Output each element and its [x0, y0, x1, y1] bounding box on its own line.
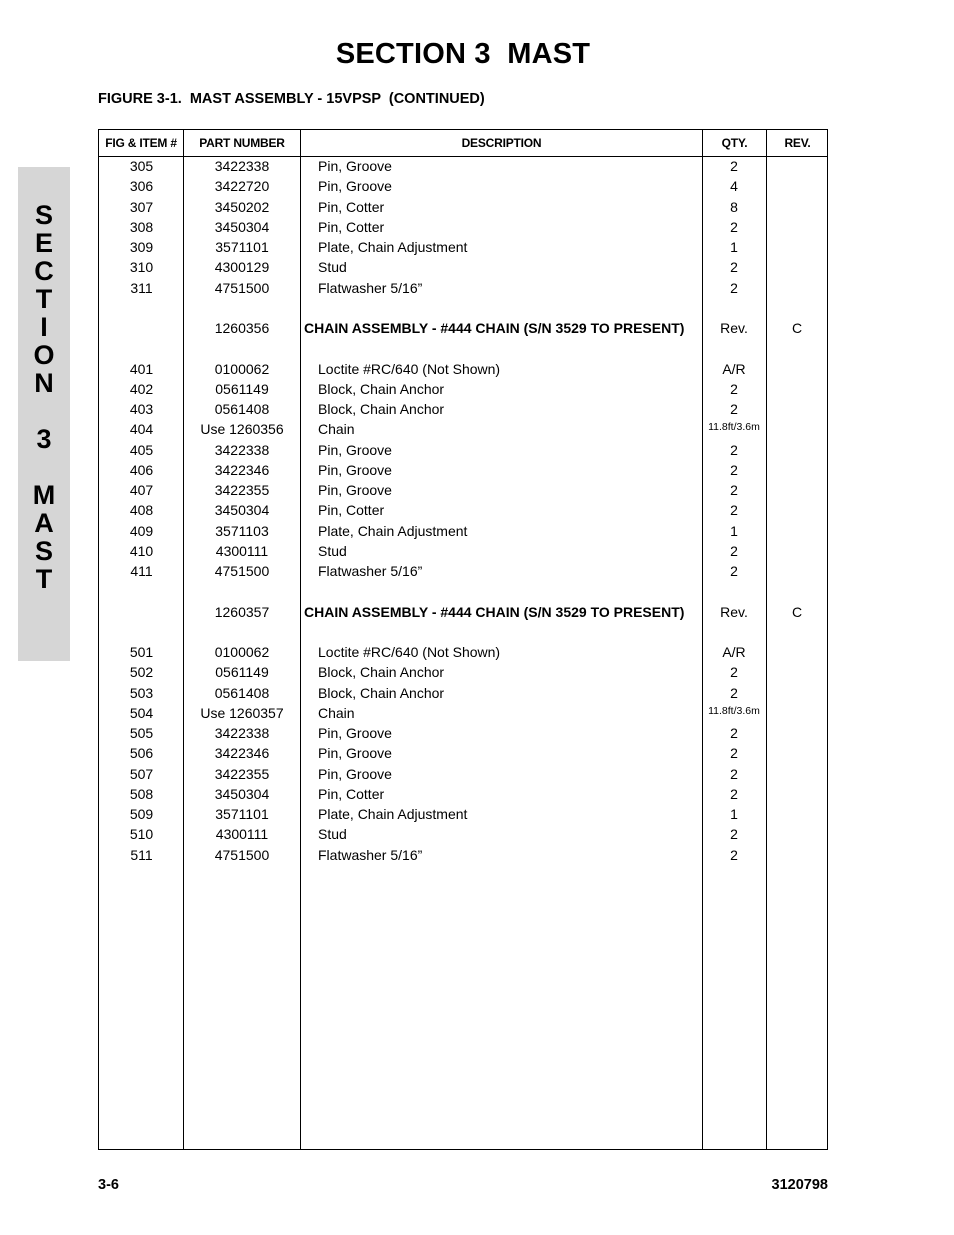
page-number: 3-6: [98, 1177, 119, 1193]
side-tab-letter: I: [40, 312, 48, 342]
side-tab-letter: 3: [36, 424, 52, 454]
fig-item-cell: 310: [129, 259, 154, 276]
description-cell: Pin, Cotter: [318, 198, 385, 215]
fig-item-cell: 305: [129, 158, 154, 174]
rev-cell: [766, 642, 828, 662]
description-cell: Plate, Chain Adjustment: [318, 806, 468, 822]
rev-cell: [766, 521, 828, 541]
part-number-cell: 3450304: [214, 502, 270, 519]
part-number-cell: 1260356: [214, 320, 270, 336]
description-cell: Pin, Groove: [318, 482, 392, 498]
rev-cell: C: [791, 320, 803, 336]
header-qty: QTY.: [721, 136, 748, 150]
rev-cell: [766, 197, 828, 217]
part-number-cell: [184, 298, 300, 318]
part-number-cell: 3450304: [214, 785, 270, 802]
description-cell: CHAIN ASSEMBLY - #444 CHAIN (S/N 3529 TO PRESENT): [304, 320, 685, 336]
part-number-cell: 0100062: [214, 360, 270, 377]
table-row: [99, 379, 827, 399]
qty-cell: 2: [730, 745, 738, 762]
rev-cell: [766, 743, 828, 763]
part-number-cell: 4300111: [215, 826, 269, 843]
fig-item-cell: 501: [129, 644, 154, 660]
part-number-cell: Use 1260356: [200, 421, 284, 438]
part-number-cell: 4751500: [214, 846, 270, 863]
table-row: [99, 419, 827, 439]
table-row: [99, 845, 827, 865]
fig-item-cell: 402: [129, 380, 154, 397]
qty-cell: 1: [730, 239, 738, 255]
rev-cell: [766, 824, 828, 844]
qty-cell: A/R: [722, 360, 746, 377]
table-row: [99, 278, 827, 298]
rev-cell: [766, 156, 828, 176]
description-cell: CHAIN ASSEMBLY - #444 CHAIN (S/N 3529 TO PRESENT): [304, 603, 685, 620]
table-row: [99, 804, 827, 824]
description-cell: Pin, Groove: [318, 158, 392, 174]
parts-table: [98, 129, 828, 1150]
rev-cell: [766, 804, 828, 824]
part-number-cell: 3422720: [214, 178, 270, 195]
fig-item-cell: 408: [129, 502, 154, 519]
section-side-tab: [18, 167, 70, 661]
part-number-cell: 3450304: [214, 218, 270, 235]
qty-cell: 2: [730, 785, 738, 802]
description-cell: Chain: [318, 704, 355, 721]
qty-cell: 2: [730, 259, 738, 276]
fig-item-cell: 503: [129, 684, 154, 701]
qty-cell: A/R: [722, 644, 746, 660]
description-cell: Pin, Groove: [318, 765, 392, 782]
table-row: [99, 541, 827, 561]
table-row: [99, 318, 827, 338]
part-number-cell: 0561149: [215, 664, 269, 681]
table-row: [99, 602, 827, 622]
qty-cell: Rev.: [720, 320, 748, 336]
description-cell: Pin, Groove: [318, 178, 392, 195]
description-cell: Chain: [318, 421, 355, 438]
part-number-cell: 3571103: [215, 522, 269, 539]
fig-item-cell: [99, 298, 184, 318]
description-cell: Stud: [318, 542, 347, 559]
description-cell: Plate, Chain Adjustment: [318, 239, 468, 255]
description-cell: Pin, Cotter: [318, 785, 385, 802]
table-row: [99, 662, 827, 682]
table-row: [99, 521, 827, 541]
table-row: [99, 217, 827, 237]
qty-cell: Rev.: [720, 603, 748, 620]
table-row: [99, 197, 827, 217]
side-tab-letter: N: [34, 368, 54, 398]
table-row: [99, 824, 827, 844]
qty-cell: 2: [730, 765, 738, 782]
qty-cell: 2: [730, 684, 738, 701]
rev-cell: [766, 359, 828, 379]
part-number-cell: 0100062: [214, 644, 270, 660]
fig-item-cell: [99, 622, 184, 642]
side-tab-letter: T: [35, 284, 53, 314]
part-number-cell: 3571101: [215, 806, 269, 822]
header-description: DESCRIPTION: [461, 136, 542, 150]
rev-cell: [766, 764, 828, 784]
rev-cell: [766, 176, 828, 196]
side-tab-letter: A: [34, 508, 54, 538]
header-part-number: PART NUMBER: [199, 136, 285, 150]
description-cell: Pin, Cotter: [318, 502, 385, 519]
table-row: [99, 561, 827, 581]
part-number-cell: 3571101: [215, 239, 269, 255]
part-number-cell: 3422355: [214, 482, 270, 498]
part-number-cell: 4751500: [214, 279, 270, 296]
fig-item-cell: 508: [129, 785, 154, 802]
part-number-cell: 4751500: [214, 563, 270, 579]
fig-item-cell: 309: [129, 239, 154, 255]
fig-item-cell: [99, 581, 184, 601]
fig-item-cell: 308: [129, 218, 154, 235]
description-cell: Pin, Groove: [318, 745, 392, 762]
fig-item-cell: [99, 602, 184, 622]
side-tab-letter: S: [34, 536, 53, 566]
table-row: [99, 764, 827, 784]
fig-item-cell: [99, 318, 184, 338]
qty-cell: [702, 298, 766, 318]
description-cell: Flatwasher 5/16”: [318, 279, 423, 296]
qty-cell: 4: [730, 178, 738, 195]
fig-item-cell: [99, 338, 184, 358]
qty-cell: 2: [730, 846, 738, 863]
rev-cell: C: [791, 603, 803, 620]
table-row: [99, 784, 827, 804]
table-row: [99, 500, 827, 520]
fig-item-cell: 510: [129, 826, 154, 843]
side-tab-letter: O: [33, 340, 55, 370]
qty-cell: 2: [730, 461, 738, 478]
fig-item-cell: 411: [130, 563, 153, 579]
table-row: [99, 581, 827, 601]
qty-cell: 2: [730, 401, 738, 417]
part-number-cell: 3422355: [214, 765, 270, 782]
table-row: [99, 359, 827, 379]
rev-cell: [766, 217, 828, 237]
qty-cell: 2: [730, 158, 738, 174]
table-row: [99, 480, 827, 500]
part-number-cell: 4300129: [214, 259, 270, 276]
fig-item-cell: 409: [129, 522, 154, 539]
rev-cell: [766, 581, 828, 601]
qty-cell: 2: [730, 542, 738, 559]
document-number: 3120798: [771, 1177, 828, 1193]
fig-item-cell: 410: [129, 542, 154, 559]
rev-cell: [766, 480, 828, 500]
page-title: SECTION 3 MAST: [335, 38, 591, 70]
fig-item-cell: 504: [129, 704, 154, 721]
description-cell: Stud: [318, 259, 347, 276]
table-row: [99, 460, 827, 480]
description-cell: [318, 622, 702, 642]
part-number-cell: Use 1260357: [200, 704, 284, 721]
rev-cell: [766, 399, 828, 419]
side-tab-letter: C: [34, 256, 54, 286]
table-row: [99, 723, 827, 743]
part-number-cell: [184, 581, 300, 601]
fig-item-cell: 507: [129, 765, 154, 782]
qty-cell: 2: [730, 725, 738, 741]
qty-cell: 11.8ft/3.6m: [708, 704, 760, 717]
description-cell: Block, Chain Anchor: [318, 380, 445, 397]
rev-cell: [766, 419, 828, 439]
description-cell: Pin, Groove: [318, 441, 392, 458]
rev-cell: [766, 683, 828, 703]
fig-item-cell: 307: [129, 198, 154, 215]
description-cell: Stud: [318, 826, 347, 843]
fig-item-cell: 509: [129, 806, 154, 822]
rev-cell: [766, 460, 828, 480]
qty-cell: 2: [730, 664, 738, 681]
table-row: [99, 257, 827, 277]
description-cell: Block, Chain Anchor: [318, 401, 445, 417]
description-cell: Block, Chain Anchor: [318, 664, 445, 681]
rev-cell: [766, 338, 828, 358]
fig-item-cell: 406: [129, 461, 154, 478]
rev-cell: [766, 278, 828, 298]
part-number-cell: 3422338: [214, 441, 270, 458]
fig-item-cell: 511: [130, 846, 153, 863]
part-number-cell: 3450202: [214, 198, 270, 215]
rev-cell: [766, 561, 828, 581]
description-cell: Pin, Cotter: [318, 218, 385, 235]
part-number-cell: 1260357: [214, 603, 270, 620]
qty-cell: [702, 581, 766, 601]
table-row: [99, 176, 827, 196]
header-rev: REV.: [784, 136, 811, 150]
description-cell: [318, 298, 702, 318]
table-row: [99, 156, 827, 176]
rev-cell: [766, 703, 828, 723]
fig-item-cell: 505: [129, 725, 154, 741]
fig-item-cell: 407: [129, 482, 154, 498]
figure-title: FIGURE 3-1. MAST ASSEMBLY - 15VPSP (CONTINUED): [98, 91, 485, 107]
description-cell: [318, 581, 702, 601]
table-row: [99, 298, 827, 318]
rev-cell: [766, 500, 828, 520]
part-number-cell: [184, 622, 300, 642]
table-row: [99, 237, 827, 257]
fig-item-cell: 502: [129, 664, 154, 681]
fig-item-cell: 404: [129, 421, 154, 438]
fig-item-cell: 506: [129, 745, 154, 762]
fig-item-cell: 401: [129, 360, 154, 377]
description-cell: Loctite #RC/640 (Not Shown): [318, 360, 501, 377]
part-number-cell: 0561149: [215, 380, 269, 397]
fig-item-cell: 405: [129, 441, 154, 458]
description-cell: Block, Chain Anchor: [318, 684, 445, 701]
rev-cell: [766, 723, 828, 743]
part-number-cell: 3422338: [214, 158, 270, 174]
part-number-cell: 4300111: [215, 542, 269, 559]
qty-cell: [702, 338, 766, 358]
part-number-cell: 0561408: [214, 401, 270, 417]
description-cell: [318, 338, 702, 358]
rev-cell: [766, 237, 828, 257]
fig-item-cell: 403: [129, 401, 154, 417]
fig-item-cell: 306: [129, 178, 154, 195]
qty-cell: 8: [730, 198, 738, 215]
rev-cell: [766, 845, 828, 865]
part-number-cell: 3422346: [214, 745, 270, 762]
table-row: [99, 399, 827, 419]
rev-cell: [766, 622, 828, 642]
qty-cell: 2: [730, 218, 738, 235]
header-fig-item: FIG & ITEM #: [105, 136, 177, 150]
side-tab-letter: M: [32, 480, 56, 510]
qty-cell: 1: [730, 806, 738, 822]
side-tab-letter: E: [34, 228, 53, 258]
table-row: [99, 338, 827, 358]
description-cell: Plate, Chain Adjustment: [318, 522, 468, 539]
description-cell: Flatwasher 5/16”: [318, 846, 423, 863]
qty-cell: 11.8ft/3.6m: [708, 421, 760, 434]
fig-item-cell: 311: [130, 279, 153, 296]
qty-cell: 2: [730, 826, 738, 843]
rev-cell: [766, 298, 828, 318]
qty-cell: 2: [730, 441, 738, 458]
description-cell: Pin, Groove: [318, 461, 392, 478]
table-row: [99, 683, 827, 703]
table-row: [99, 440, 827, 460]
side-tab-letter: T: [35, 564, 53, 594]
part-number-cell: 3422346: [214, 461, 270, 478]
part-number-cell: 3422338: [214, 725, 270, 741]
description-cell: Flatwasher 5/16”: [318, 563, 423, 579]
description-cell: Loctite #RC/640 (Not Shown): [318, 644, 501, 660]
qty-cell: 2: [730, 502, 738, 519]
side-tab-letter: S: [34, 200, 53, 230]
qty-cell: 2: [730, 482, 738, 498]
part-number-cell: 0561408: [214, 684, 270, 701]
qty-cell: 1: [730, 522, 738, 539]
rev-cell: [766, 784, 828, 804]
part-number-cell: [184, 338, 300, 358]
qty-cell: 2: [730, 279, 738, 296]
rev-cell: [766, 379, 828, 399]
rev-cell: [766, 541, 828, 561]
rev-cell: [766, 257, 828, 277]
table-row: [99, 703, 827, 723]
rev-cell: [766, 662, 828, 682]
qty-cell: 2: [730, 380, 738, 397]
qty-cell: [702, 622, 766, 642]
qty-cell: 2: [730, 563, 738, 579]
table-row: [99, 743, 827, 763]
rev-cell: [766, 440, 828, 460]
description-cell: Pin, Groove: [318, 725, 392, 741]
table-row: [99, 622, 827, 642]
table-row: [99, 642, 827, 662]
